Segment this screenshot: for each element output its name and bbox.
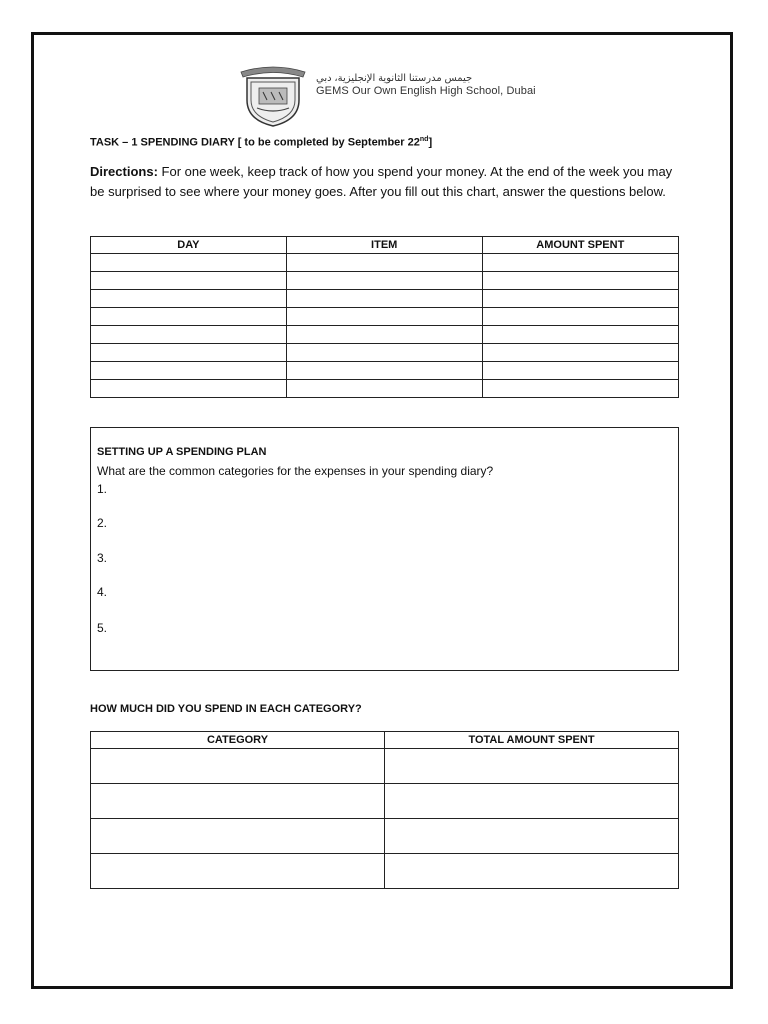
table-cell[interactable]	[91, 272, 287, 290]
table-cell[interactable]	[482, 326, 678, 344]
table-row	[91, 362, 679, 380]
table-cell[interactable]	[91, 254, 287, 272]
table-row	[91, 344, 679, 362]
table-row	[91, 272, 679, 290]
table-row	[91, 308, 679, 326]
list-item: 2.	[97, 516, 108, 530]
table-row	[91, 326, 679, 344]
table-cell[interactable]	[286, 254, 482, 272]
table-cell[interactable]	[482, 254, 678, 272]
table-cell[interactable]	[286, 290, 482, 308]
table-cell[interactable]	[385, 854, 679, 889]
table-cell[interactable]	[482, 272, 678, 290]
directions-text: For one week, keep track of how you spend your money. At the end of the week you may be surprised to see where your money goes. After you fill out this chart, answer the questions below.	[90, 164, 673, 199]
task-title-superscript: nd	[419, 136, 429, 143]
school-name-arabic: جيمس مدرستنا الثانوية الإنجليزية، دبي	[316, 73, 473, 84]
table-row	[91, 784, 679, 819]
school-crest-icon	[237, 64, 309, 128]
spending-plan-question: What are the common categories for the expenses in your spending diary?	[97, 464, 494, 478]
table-header-row	[91, 732, 679, 749]
table-cell[interactable]	[385, 784, 679, 819]
table-cell[interactable]	[286, 380, 482, 398]
directions	[90, 162, 680, 202]
table-cell[interactable]	[91, 344, 287, 362]
column-header-category: CATEGORY	[91, 732, 385, 749]
table-cell[interactable]	[385, 819, 679, 854]
table-cell[interactable]	[286, 308, 482, 326]
table-cell[interactable]	[91, 749, 385, 784]
column-header-amount-spent: AMOUNT SPENT	[482, 237, 678, 254]
table-cell[interactable]	[91, 854, 385, 889]
list-item: 4.	[97, 585, 108, 599]
table-cell[interactable]	[91, 290, 287, 308]
table-cell[interactable]	[482, 362, 678, 380]
table-cell[interactable]	[91, 308, 287, 326]
table-row	[91, 854, 679, 889]
table-cell[interactable]	[286, 326, 482, 344]
table-cell[interactable]	[91, 819, 385, 854]
table-row	[91, 749, 679, 784]
task-title	[90, 136, 432, 149]
school-header	[237, 64, 567, 128]
table-cell[interactable]	[91, 326, 287, 344]
table-row	[91, 819, 679, 854]
table-cell[interactable]	[482, 380, 678, 398]
table-row	[91, 254, 679, 272]
spending-plan-box	[90, 427, 679, 671]
table-cell[interactable]	[286, 344, 482, 362]
category-table	[90, 731, 679, 889]
table-cell[interactable]	[91, 362, 287, 380]
category-section-title: HOW MUCH DID YOU SPEND IN EACH CATEGORY?	[90, 703, 362, 715]
table-header-row	[91, 237, 679, 254]
table-cell[interactable]	[482, 308, 678, 326]
list-item: 5.	[97, 621, 108, 635]
list-item: 1.	[97, 482, 108, 496]
table-row	[91, 290, 679, 308]
table-cell[interactable]	[91, 784, 385, 819]
column-header-total-amount-spent: TOTAL AMOUNT SPENT	[385, 732, 679, 749]
column-header-item: ITEM	[286, 237, 482, 254]
spending-diary-table	[90, 236, 679, 398]
table-cell[interactable]	[286, 272, 482, 290]
table-row	[91, 380, 679, 398]
task-title-end: ]	[428, 136, 433, 149]
task-title-text: TASK – 1 SPENDING DIARY [ to be completed by September 22	[90, 136, 420, 149]
directions-label: Directions:	[90, 164, 158, 179]
list-item: 3.	[97, 551, 108, 565]
column-header-day: DAY	[91, 237, 287, 254]
table-cell[interactable]	[91, 380, 287, 398]
table-cell[interactable]	[482, 290, 678, 308]
table-cell[interactable]	[482, 344, 678, 362]
spending-plan-title: SETTING UP A SPENDING PLAN	[97, 446, 267, 458]
table-cell[interactable]	[286, 362, 482, 380]
table-cell[interactable]	[385, 749, 679, 784]
school-name: GEMS Our Own English High School, Dubai	[316, 85, 536, 97]
